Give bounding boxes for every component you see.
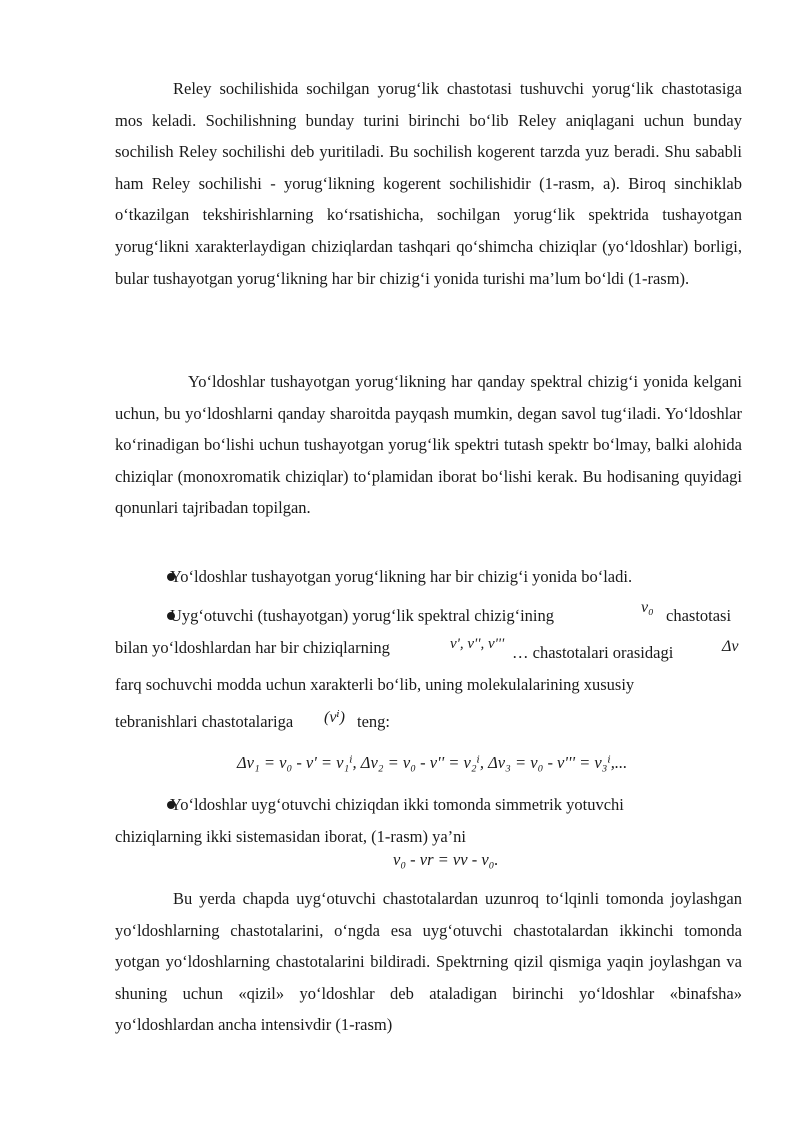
bullet-item-3-line2: chiziqlarning ikki sistemasidan iborat, (1-rasm) ya’ni (115, 827, 466, 846)
bullet2-line1-text: Uyg‘otuvchi (tushayotgan) yorug‘lik spektral chizig‘ining (170, 606, 554, 625)
equation-symmetry: ν₀ - νr = νv - ν₀. (393, 850, 499, 869)
bullet2-line4b-text: teng: (357, 712, 390, 731)
symbol-nu-primes: ν', ν'', ν''' (450, 636, 505, 652)
bullet-item-2-line3: farq sochuvchi modda uchun xarakterli bo‘lib, uning molekulalarining xususiy (115, 675, 635, 694)
paragraph-red-violet-satellites (115, 883, 742, 1041)
bullet-item-2-line1 (170, 600, 625, 632)
bullet-item-2-line4 (115, 706, 325, 738)
paragraph2-text: Yo‘ldoshlar tushayotgan yorug‘likning har qanday spektral chizig‘i yonida kelgani uchun, bu yo‘ldoshlarni qanday sharoitda payqash mumkin, degan savol tug‘iladi. Yo‘ldoshlar ko‘rinadigan bo‘lishi uchun tushayotgan yorug‘lik spektri tutash spektr bo‘lmay, balki alohida chiziqlar (monoxromatik chiziqlar) to‘plamidan iborat bo‘lishi kerak. Bu hodisaning quyidagi qonunlari tajribadan topilgan. (115, 372, 742, 518)
bullet2-line1-end: chastotasi (666, 606, 732, 625)
paragraph1-text: Reley sochilishida sochilgan yorug‘lik chastotasi tushuvchi yorug‘lik chastotasiga mos keladi. Sochilishning bunday turini birinchi bo‘lib Reley aniqlagani uchun bunday sochilish Reley sochilishi deb yuritiladi. Bu sochilish kogerent tarzda yuz beradi. Shu sababli ham Reley sochilishi - yorug‘likning kogerent sochilishidir (1-rasm, a). Biroq sinchiklab o‘tkazilgan tekshirishlarning ko‘rsatishicha, sochilgan yorug‘lik spektrida tushayotgan yorug‘likni xarakterlaydigan chiziqlardan tashqari qo‘shimcha chiziqlar (yo‘ldoshlar) borligi, bular tushayotgan yorug‘likning har bir chizig‘i yonida turishi ma’lum bo‘ldi (1-rasm). (115, 79, 742, 288)
bullet2-line2b-text: … chastotalari orasidagi (512, 643, 674, 662)
bullet-item-1: Yo‘ldoshlar tushayotgan yorug‘likning har bir chizig‘i yonida bo‘ladi. (170, 567, 633, 586)
symbol-nu0: ν₀ (641, 599, 654, 616)
symbol-nu-i: (νⁱ) (324, 709, 345, 726)
bullet-item-2-line2 (115, 632, 455, 664)
bullet2-line2a-text: bilan yo‘ldoshlardan har bir chiziqlarning (115, 638, 390, 657)
paragraph4-text: Bu yerda chapda uyg‘otuvchi chastotalardan uzunroq to‘lqinli tomonda joylashgan yo‘ldoshlarning chastotalarini, o‘ngda esa uyg‘otuvchi chastotalardan ikkinchi tomonda yotgan yo‘ldoshlarning chastotalarini bildiradi. Spektrning qizil qismiga yaqin joylashgan va shuning uchun «qizil» yo‘ldoshlar deb ataladigan birinchi yo‘ldoshlar «binafsha» yo‘ldoshlardan ancha intensivdir (1-rasm) (115, 889, 742, 1035)
equation-frequency-differences: Δν₁ = ν₀ - ν' = ν₁ⁱ, Δν₂ = ν₀ - ν'' = ν₂ⁱ, Δν₃ = ν₀ - ν''' = ν₃ⁱ,... (237, 753, 628, 772)
bullet2-line4a-text: tebranishlari chastotalariga (115, 712, 294, 731)
symbol-delta-nu: Δν (722, 638, 739, 655)
paragraph-rayleigh-scattering (115, 73, 742, 294)
paragraph-satellites (115, 366, 742, 524)
bullet-item-3-line1: Yo‘ldoshlar uyg‘otuvchi chiziqdan ikki tomonda simmetrik yotuvchi (170, 795, 624, 814)
